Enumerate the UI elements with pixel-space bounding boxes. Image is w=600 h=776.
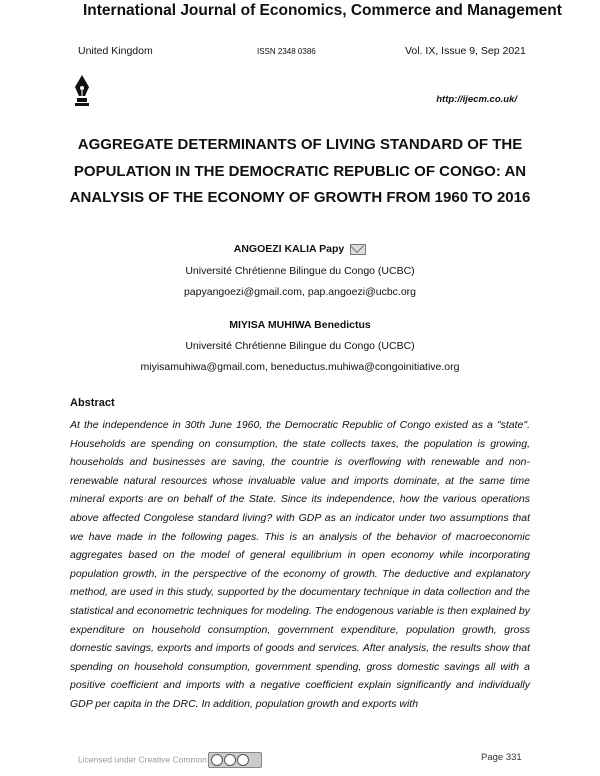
author-1-name: ANGOEZI KALIA Papy — [233, 243, 345, 255]
email-icon[interactable] — [350, 244, 366, 255]
footer-license — [78, 752, 262, 768]
journal-title: International Journal of Economics, Commerce and Management — [83, 2, 562, 19]
journal-country: United Kingdom — [78, 45, 153, 57]
abstract-body: At the independence in 30th June 1960, the Democratic Republic of Congo existed as a "state". Households are spending on consumption, the state collects taxes, the population is growing, households and businesses are saving, the countrie is overflowing with renewable and non-renewable natural resources whose invaluable value and imports dominate, at the same time mineral exports are on behalf of the State. Since its independence, how the various operations above affected Congolese standard living? with GDP as an indicator under two assumptions that we have made in the following pages. This is an analysis of the behavior of macroeconomic aggregates based on the model of general equilibrium in open economy while incorporating population growth, in the perspective of the economy of growth. The deductive and explanatory method, are used in this study, supported by the documentary technique in data collection and the statistical and econometric techniques for modeling. The endogenous variable is then explained by expenditure on household consumption, government expenditure, population growth, gross domestic savings, exports and imports of goods and services. After analysis, the results show that spending on household consumption, government spending, gross domestic savings all with a positive coefficient and imports with a negative coefficient explain significantly and individually GDP per capita in the DRC. In addition, population growth and exports with — [70, 419, 530, 710]
paper-title: AGGREGATE DETERMINANTS OF LIVING STANDARD OF THE POPULATION IN THE DEMOCRATIC REPUBLIC OF CONGO: AN ANALYSIS OF THE ECONOMY OF GROWTH FROM 1960 TO 2016 — [69, 136, 531, 206]
creative-commons-icon[interactable] — [208, 752, 262, 768]
author-1-email[interactable]: papyangoezi@gmail.com, pap.angoezi@ucbc.org — [183, 286, 417, 298]
license-text: Licensed under Creative Common — [78, 754, 207, 765]
journal-url[interactable]: http://ijecm.co.uk/ — [436, 94, 517, 105]
author-1-affiliation: Université Chrétienne Bilingue du Congo (UCBC) — [185, 265, 415, 277]
author-1-name-line — [0, 243, 600, 255]
author-2-name: MIYISA MUHIWA Benedictus — [229, 319, 371, 331]
abstract-heading: Abstract — [70, 397, 115, 409]
journal-volume: Vol. IX, Issue 9, Sep 2021 — [405, 45, 526, 57]
author-2-affiliation: Université Chrétienne Bilingue du Congo (UCBC) — [185, 340, 415, 352]
journal-issn: ISSN 2348 0386 — [257, 47, 316, 56]
author-2-name-line — [0, 319, 600, 331]
page-number: Page 331 — [481, 752, 522, 763]
author-2-email[interactable]: miyisamuhiwa@gmail.com, beneductus.muhiwa@congoinitiative.org — [140, 361, 460, 373]
pen-nib-logo — [70, 74, 94, 108]
